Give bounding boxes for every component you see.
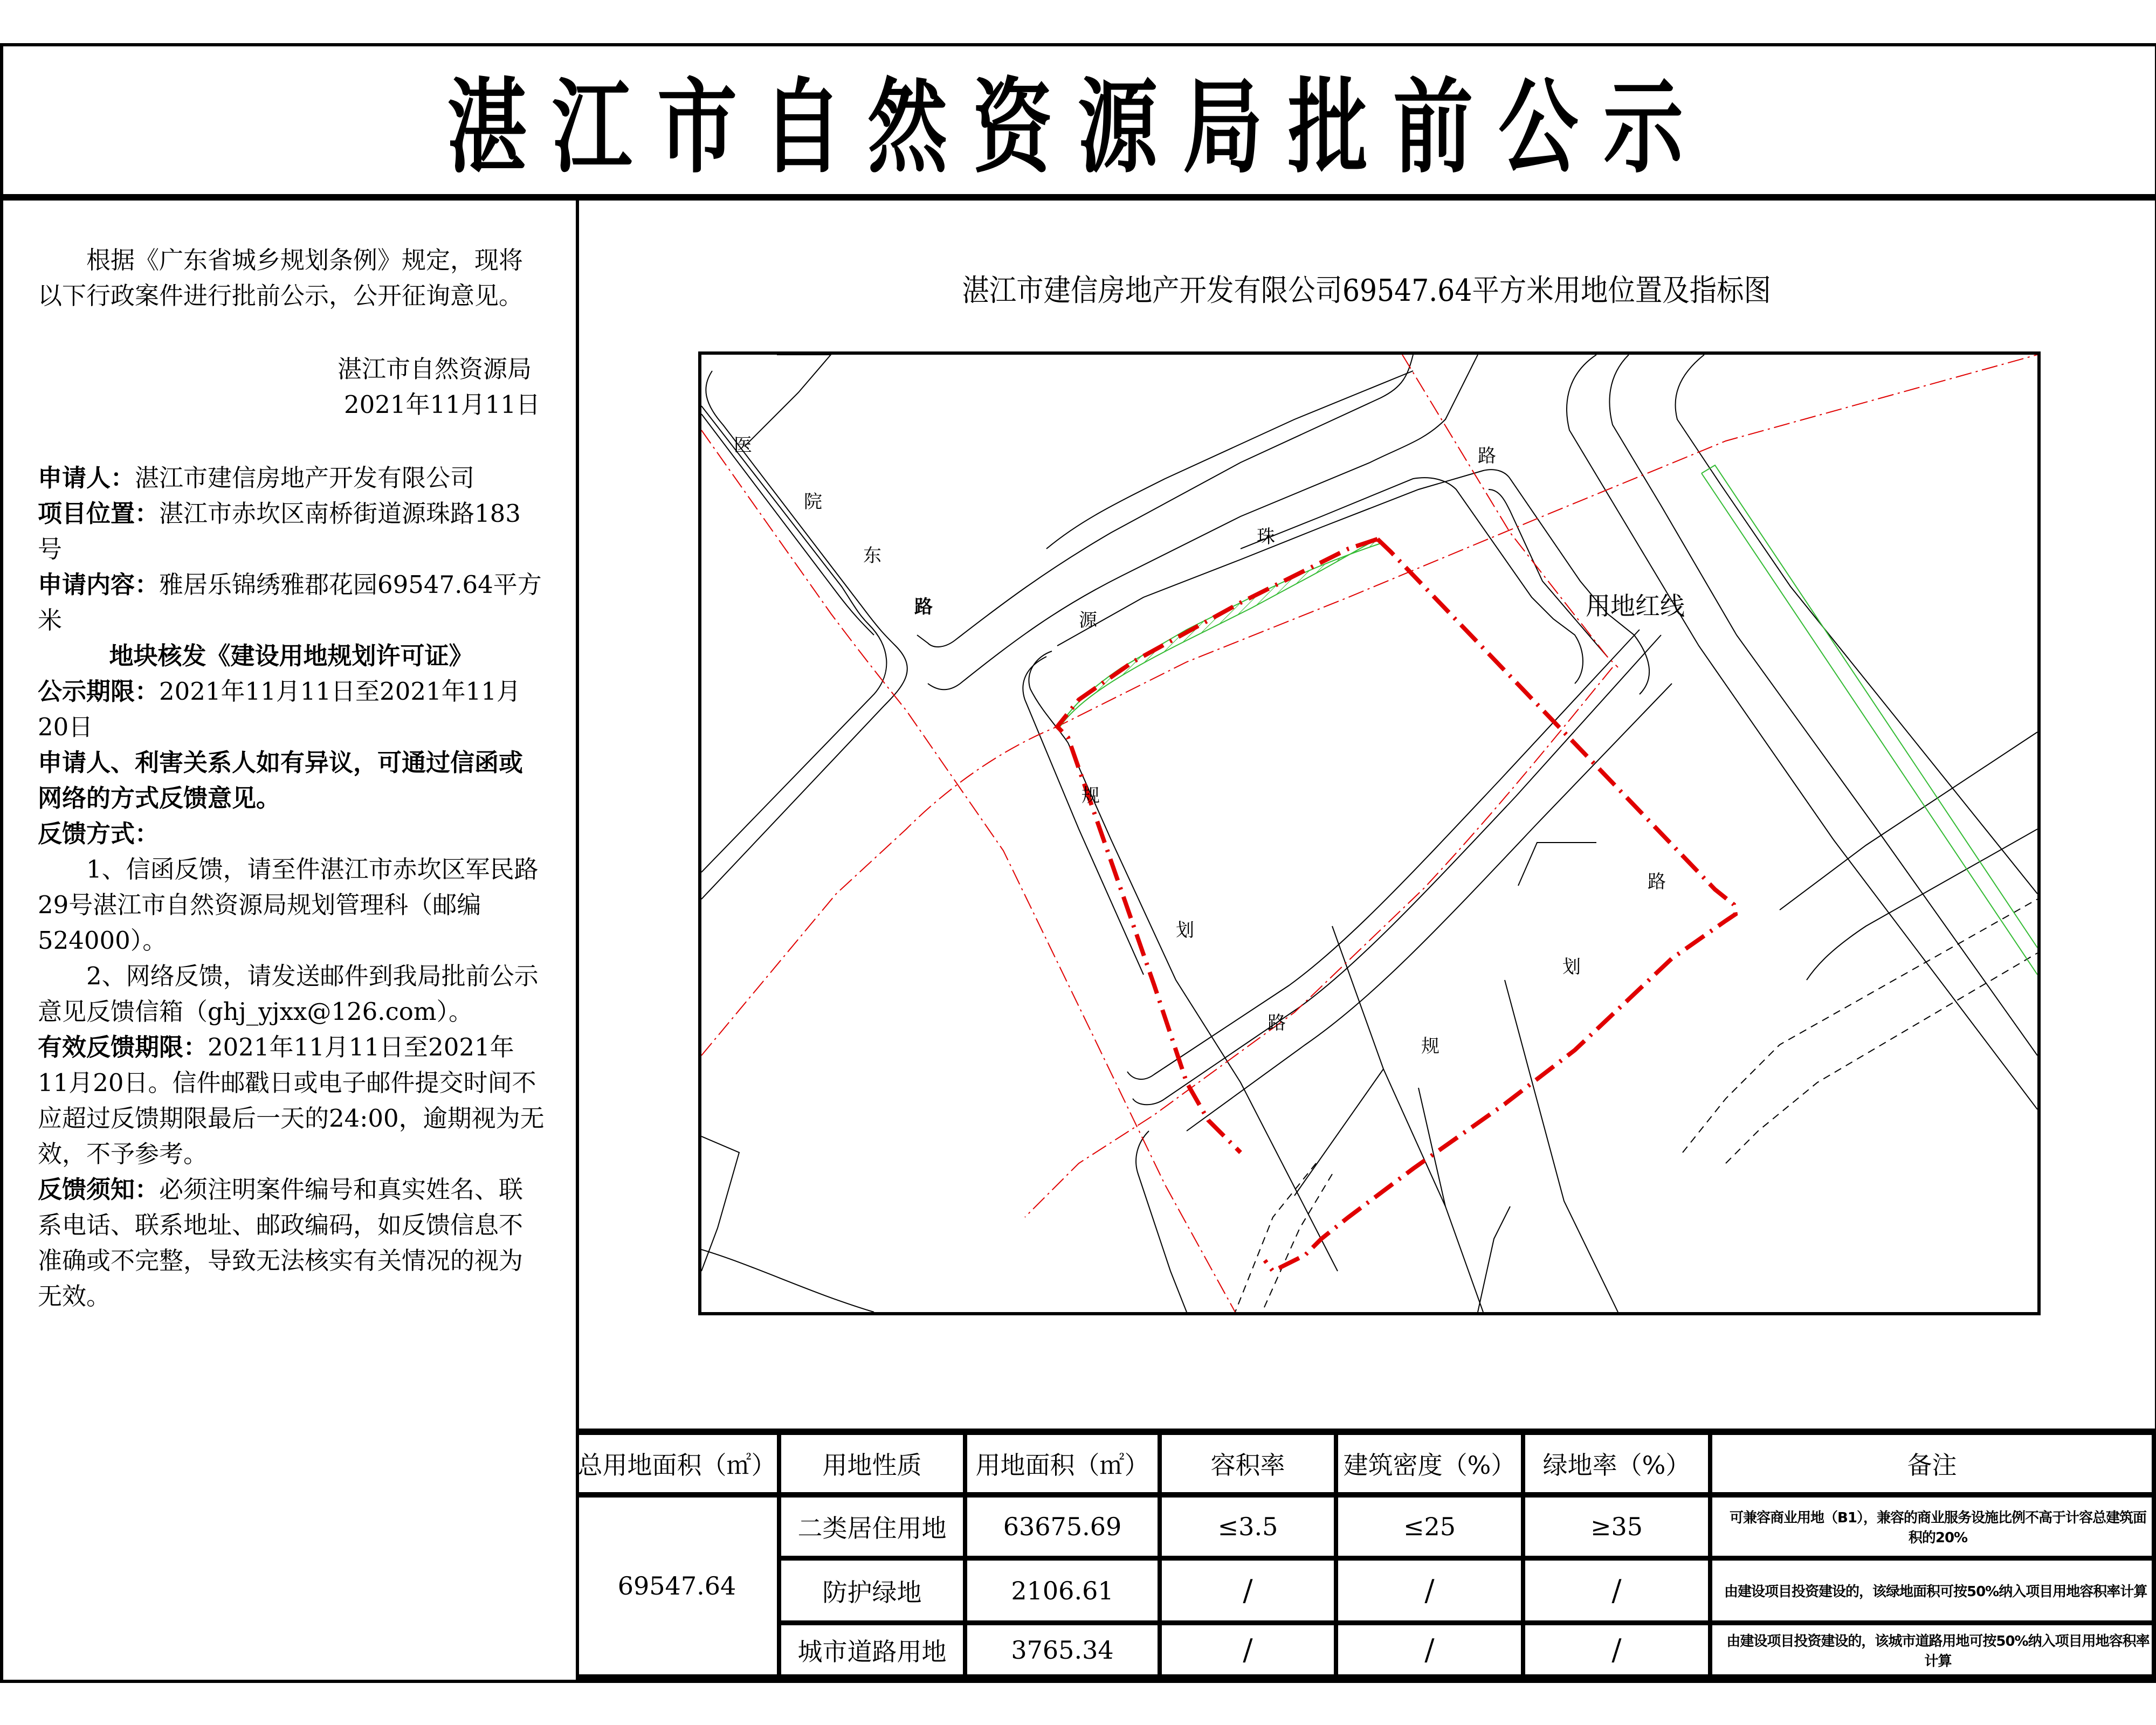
road-label-yi: 医 xyxy=(734,434,752,456)
row1-type: 二类居住用地 xyxy=(797,1514,947,1543)
header-land-area: 用地面积（㎡） xyxy=(975,1451,1149,1480)
row3-type: 城市道路用地 xyxy=(797,1637,947,1666)
row3-area: 3765.34 xyxy=(1011,1635,1114,1665)
row-rule-1 xyxy=(779,1556,2156,1561)
row3-note: 由建设项目投资建设的，该城市道路用地可按50%纳入项目用地容积率计算 xyxy=(1726,1633,2150,1669)
header-total-area: 总用地面积（㎡） xyxy=(577,1451,776,1480)
applicant-label: 申请人： xyxy=(38,464,135,492)
col-rule-4 xyxy=(1334,1429,1338,1680)
row2-note: 由建设项目投资建设的，该绿地面积可按50%纳入项目用地容积率计算 xyxy=(1724,1584,2147,1600)
redline-label: 用地红线 xyxy=(1586,591,1685,620)
header-density: 建筑密度（%） xyxy=(1343,1451,1516,1480)
location-value: 湛江市赤坎区南桥街道源珠路183号 xyxy=(38,499,521,563)
feedback-item-email: 2、网络反馈，请发送邮件到我局批前公示意见反馈信箱（ghj_yjxx@126.com）。 xyxy=(38,962,539,1026)
applicant-value: 湛江市建信房地产开发有限公司 xyxy=(135,464,475,492)
feedback-label: 反馈方式： xyxy=(38,819,160,848)
header-far: 容积率 xyxy=(1210,1451,1285,1480)
table-bottom-rule xyxy=(577,1674,2156,1680)
road-label-zhu: 珠 xyxy=(1257,526,1275,548)
total-area-value: 69547.64 xyxy=(617,1571,736,1600)
header-land-type: 用地性质 xyxy=(822,1451,922,1480)
road-label-hua-1: 划 xyxy=(1176,920,1194,941)
row1-density: ≤25 xyxy=(1403,1512,1456,1541)
col-rule-2 xyxy=(963,1429,967,1680)
header-notes: 备注 xyxy=(1907,1451,1957,1480)
row1-note: 可兼容商业用地（B1），兼容的商业服务设施比例不高于计容总建筑面积的20% xyxy=(1730,1510,2146,1546)
row2-area: 2106.61 xyxy=(1011,1576,1114,1605)
row3-density: / xyxy=(1424,1633,1435,1667)
row-rule-2 xyxy=(779,1620,2156,1625)
road-label-lu-1: 路 xyxy=(914,596,933,618)
rules-value: 必须注明案件编号和真实姓名、联系电话、联系地址、邮政编码，如反馈信息不准确或不完整，导致无法核实有关情况的视为无效。 xyxy=(38,1175,523,1310)
road-label-hua-2: 划 xyxy=(1562,956,1581,978)
row1-area: 63675.69 xyxy=(1003,1512,1122,1541)
issuer: 湛江市自然资源局 xyxy=(337,355,532,383)
page-title: 湛江市自然资源局批前公示 xyxy=(447,67,1709,187)
col-rule-6 xyxy=(1708,1429,1712,1680)
site-plan-map[interactable] xyxy=(698,351,2041,1315)
row2-type: 防护绿地 xyxy=(822,1577,922,1607)
header-green-rate: 绿地率（%） xyxy=(1542,1451,1691,1480)
feedback-item-mail: 1、信函反馈，请至件湛江市赤坎区军民路29号湛江市自然资源局规划管理科（邮编524000）。 xyxy=(38,855,539,955)
road-label-yuan: 院 xyxy=(804,491,822,513)
content-value-2: 地块核发《建设用地规划许可证》 xyxy=(109,641,473,670)
intro-text: 根据《广东省城乡规划条例》规定，现将以下行政案件进行批前公示，公开征询意见。 xyxy=(38,246,523,310)
title-band xyxy=(0,43,2156,201)
period-label: 公示期限： xyxy=(38,677,160,706)
period-line xyxy=(38,674,545,745)
location-line xyxy=(38,496,545,567)
row1-green: ≥35 xyxy=(1590,1512,1643,1541)
col-rule-3 xyxy=(1158,1429,1162,1680)
row2-far: / xyxy=(1243,1574,1253,1607)
rules-label: 反馈须知： xyxy=(38,1175,160,1204)
table-header-rule xyxy=(577,1492,2156,1498)
map-title: 湛江市建信房地产开发有限公司69547.64平方米用地位置及指标图 xyxy=(962,273,1771,308)
road-label-yuan-2: 源 xyxy=(1079,610,1097,631)
road-label-dong: 东 xyxy=(863,545,881,567)
rules-line xyxy=(38,1172,545,1314)
site-redline xyxy=(1057,539,1735,1271)
objection-text: 申请人、利害关系人如有异议，可通过信函或网络的方式反馈意见。 xyxy=(38,748,523,812)
road-label-gui-1: 规 xyxy=(1082,785,1100,806)
col-rule-1 xyxy=(777,1429,781,1680)
map-drawing xyxy=(701,355,2037,1312)
road-label-lu-3: 路 xyxy=(1268,1012,1286,1034)
row3-far: / xyxy=(1243,1633,1253,1667)
col-rule-5 xyxy=(1521,1429,1525,1680)
content-line xyxy=(38,567,545,638)
content-value: 雅居乐锦绣雅郡花园69547.64平方米 xyxy=(38,570,542,634)
road-label-lu-4: 路 xyxy=(1648,871,1666,893)
applicant-line xyxy=(38,460,545,496)
valid-label: 有效反馈期限： xyxy=(38,1033,208,1061)
road-label-gui-2: 规 xyxy=(1421,1036,1439,1057)
redline-leader xyxy=(1518,843,1596,886)
row2-density: / xyxy=(1424,1574,1435,1607)
row2-green: / xyxy=(1611,1574,1622,1607)
road-label-lu-2: 路 xyxy=(1478,445,1496,467)
col-rule-7 xyxy=(2152,1429,2156,1680)
indicator-table xyxy=(577,1429,2156,1680)
valid-line xyxy=(38,1030,545,1172)
row1-far: ≤3.5 xyxy=(1217,1512,1278,1541)
issue-date: 2021年11月11日 xyxy=(343,390,540,419)
location-label: 项目位置： xyxy=(38,499,160,528)
content-label: 申请内容： xyxy=(38,570,160,599)
notice-panel xyxy=(38,243,545,1314)
row3-green: / xyxy=(1611,1633,1622,1667)
period-value: 2021年11月11日至2021年11月20日 xyxy=(38,677,521,741)
valid-value: 2021年11月11日至2021年11月20日。信件邮戳日或电子邮件提交时间不应超过反馈期限最后一天的24:00，逾期视为无效，不予参考。 xyxy=(38,1033,545,1168)
table-top-rule xyxy=(577,1429,2156,1435)
